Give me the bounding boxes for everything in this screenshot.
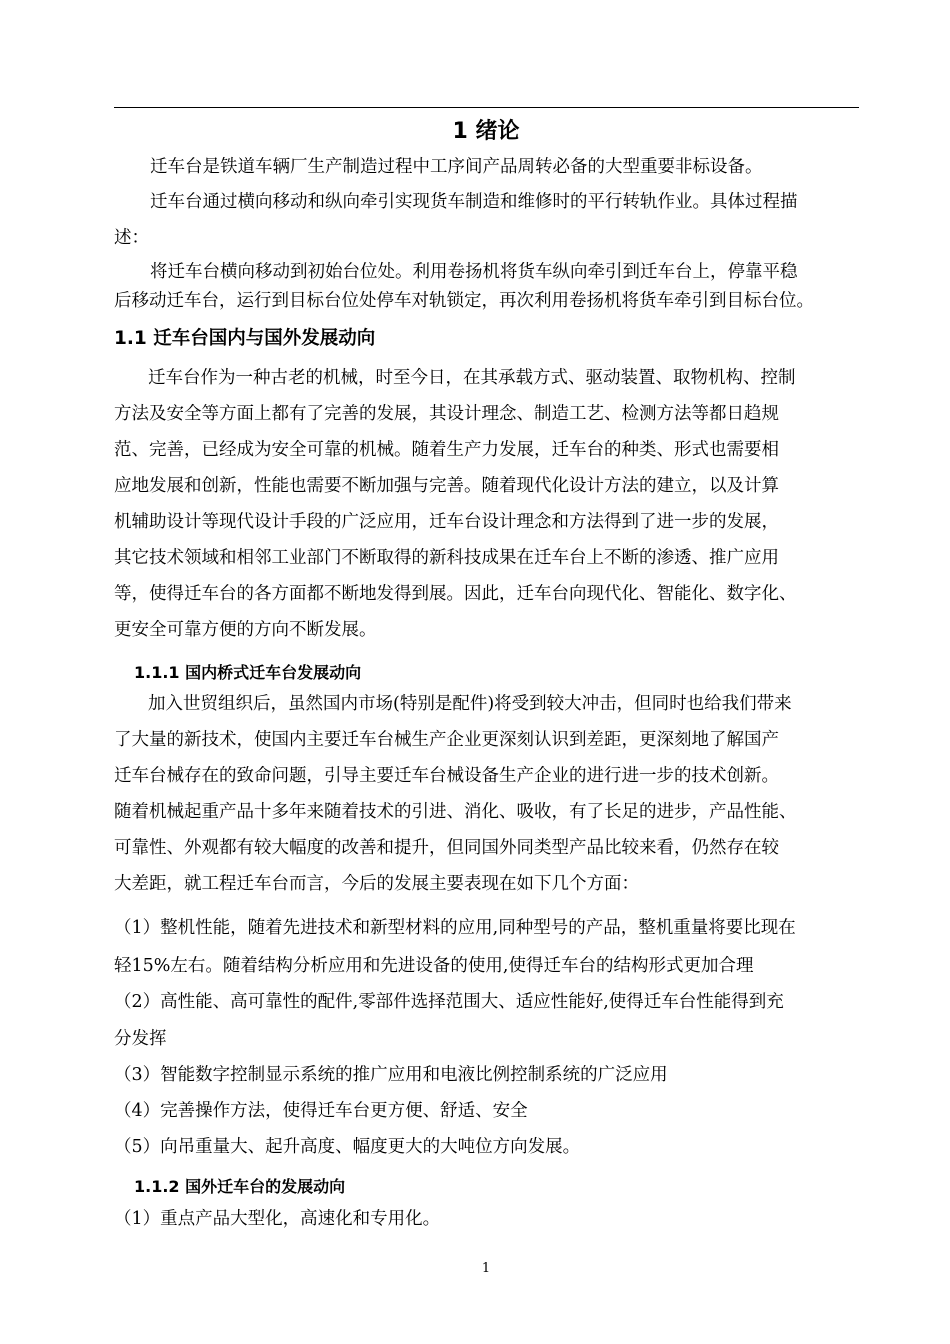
paragraph-line: 方法及安全等方面上都有了完善的发展，其设计理念、制造工艺、检测方法等都日趋规 [114,404,779,424]
paragraph-line: 迁车台作为一种古老的机械，时至今日，在其承载方式、驱动装置、取物机构、控制 [148,368,796,388]
paragraph-line: 其它技术领域和相邻工业部门不断取得的新科技成果在迁车台上不断的渗透、推广应用 [114,548,779,568]
subsection-heading: 1.1.1 国内桥式迁车台发展动向 [134,663,362,682]
list-item: （1）重点产品大型化，高速化和专用化。 [114,1209,441,1229]
paragraph-line: 可靠性、外观都有较大幅度的改善和提升，但同国外同类型产品比较来看，仍然存在较 [114,838,779,858]
paragraph-line: 了大量的新技术，使国内主要迁车台械生产企业更深刻认识到差距，更深刻地了解国产 [114,730,779,750]
paragraph-line: 范、完善，已经成为安全可靠的机械。随着生产力发展，迁车台的种类、形式也需要相 [114,440,779,460]
paragraph-line: 更安全可靠方便的方向不断发展。 [114,620,377,640]
paragraph-line: 等，使得迁车台的各方面都不断地发得到展。因此，迁车台向现代化、智能化、数字化、 [114,584,797,604]
list-item: （1）整机性能，随着先进技术和新型材料的应用,同种型号的产品，整机重量将要比现在 [114,918,796,938]
page-number: 1 [481,1261,491,1276]
paragraph-line: 迁车台械存在的致命问题，引导主要迁车台械设备生产企业的进行进一步的技术创新。 [114,766,779,786]
list-item: （4）完善操作方法，使得迁车台更方便、舒适、安全 [114,1101,528,1121]
paragraph-line: 大差距，就工程迁车台而言，今后的发展主要表现在如下几个方面： [114,874,639,894]
section-heading: 1.1 迁车台国内与国外发展动向 [114,328,376,349]
list-item: 轻15%左右。随着结构分析应用和先进设备的使用,使得迁车台的结构形式更加合理 [114,956,754,976]
paragraph-line: 将迁车台横向移动到初始台位处。利用卷扬机将货车纵向牵引到迁车台上，停靠平稳 [150,262,798,282]
paragraph-line: 应地发展和创新，性能也需要不断加强与完善。随着现代化设计方法的建立，以及计算 [114,476,779,496]
list-item: 分发挥 [114,1029,167,1049]
list-item: （3）智能数字控制显示系统的推广应用和电液比例控制系统的广泛应用 [114,1065,668,1085]
paragraph-line: 后移动迁车台，运行到目标台位处停车对轨锁定，再次利用卷扬机将货车牵引到目标台位。 [114,291,814,311]
list-item: （5）向吊重量大、起升高度、幅度更大的大吨位方向发展。 [114,1137,581,1157]
chapter-title: 1 绪论 [452,119,520,144]
paragraph-line: 迁车台通过横向移动和纵向牵引实现货车制造和维修时的平行转轨作业。具体过程描 [150,192,798,212]
header-rule [114,107,859,108]
paragraph-line: 述： [114,228,149,248]
paragraph-line: 机辅助设计等现代设计手段的广泛应用，迁车台设计理念和方法得到了进一步的发展， [114,512,779,532]
subsection-heading: 1.1.2 国外迁车台的发展动向 [134,1177,346,1196]
paragraph-line: 随着机械起重产品十多年来随着技术的引进、消化、吸收，有了长足的进步，产品性能、 [114,802,797,822]
paragraph-line: 加入世贸组织后，虽然国内市场(特别是配件)将受到较大冲击，但同时也给我们带来 [148,694,792,714]
list-item: （2）高性能、高可靠性的配件,零部件选择范围大、适应性能好,使得迁车台性能得到充 [114,992,784,1012]
paragraph-line: 迁车台是铁道车辆厂生产制造过程中工序间产品周转必备的大型重要非标设备。 [150,157,763,177]
